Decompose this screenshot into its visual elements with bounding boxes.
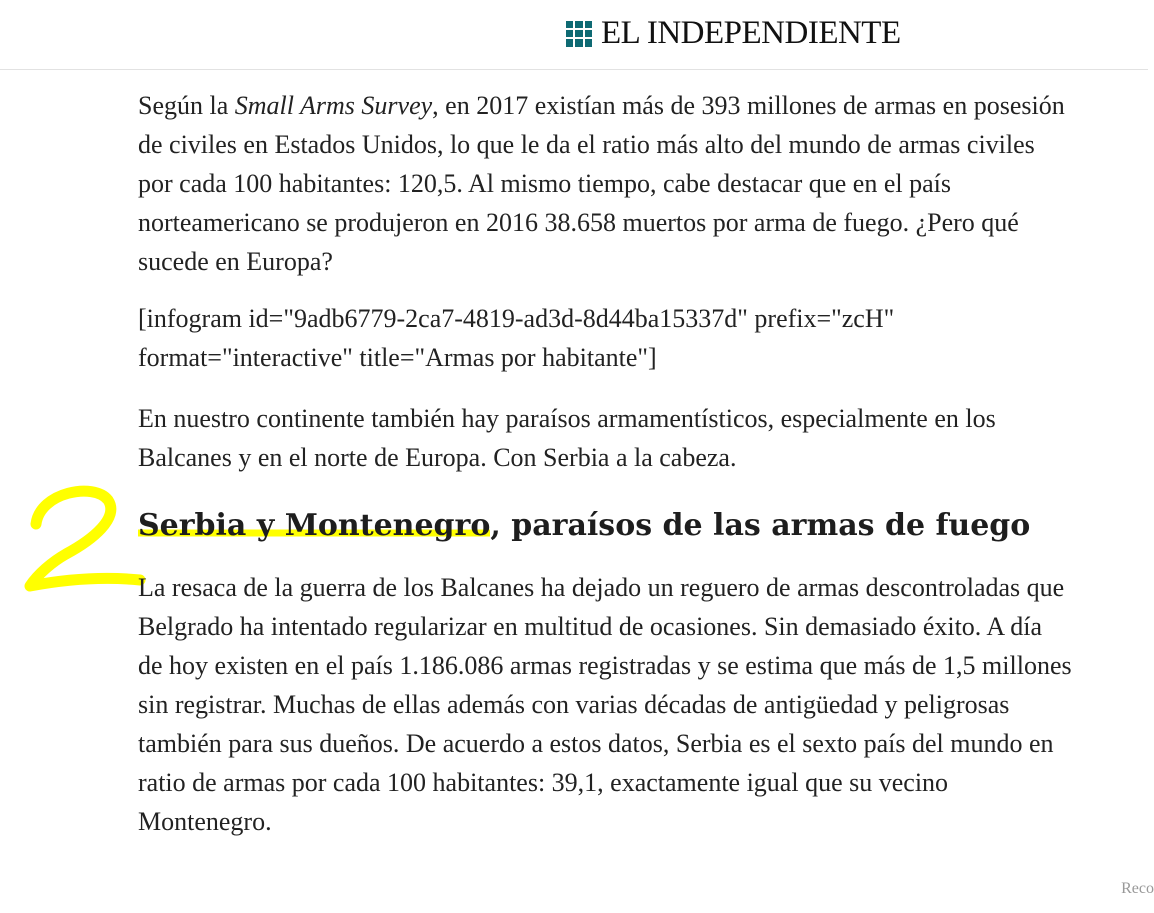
site-header (0, 0, 1148, 70)
paragraph-europe: En nuestro continente también hay paraísos armamentísticos, especialmente en los Balcanes y en el norte de Europa. Con Serbia a la cabeza. (138, 404, 996, 472)
paragraph-intro-rest: , en 2017 existían más de 393 millones de armas en posesión de civiles en Estados Unidos, lo que le da el ratio más alto del mundo de armas civiles por cada 100 habitantes: 120,5. Al mismo tiempo, cabe destacar que en el país norteamericano se produjeron en 2016 38.658 muertos por arma de fuego. ¿Pero qué sucede en Europa? (138, 91, 1065, 276)
section-heading (138, 504, 1073, 548)
article-body (138, 86, 1073, 841)
heading-text-rest: , paraísos de las armas de fuego (490, 508, 1031, 543)
source-name-small-arms-survey: Small Arms Survey (234, 91, 433, 120)
brand-name: EL INDEPENDIENTE (601, 15, 901, 51)
paragraph-intro-lead: Según la (138, 91, 235, 120)
highlighted-heading-text: Serbia y Montenegro (138, 508, 491, 543)
recommended-link-fragment[interactable]: Reco (1121, 880, 1154, 897)
infogram-shortcode: [infogram id="9adb6779-2ca7-4819-ad3d-8d44ba15337d" prefix="zcH" format="interactive" title="Armas por habitante"] (138, 304, 895, 372)
brand-logo-link[interactable] (566, 17, 901, 50)
paragraph-serbia: La resaca de la guerra de los Balcanes ha dejado un reguero de armas descontroladas que Belgrado ha intentado regularizar en multitud de ocasiones. Sin demasiado éxito. A día de hoy existen en el país 1.186.086 armas registradas y se estima que más de 1,5 millones sin registrar. Muchas de ellas además con varias décadas de antigüedad y peligrosas también para sus dueños. De acuerdo a estos datos, Serbia es el sexto país del mundo en ratio de armas por cada 100 habitantes: 39,1, exactamente igual que su vecino Montenegro. (138, 573, 1072, 836)
grid-logo-icon (566, 21, 592, 47)
handwritten-number-two-annotation (16, 478, 146, 598)
paragraph-intro (138, 86, 1073, 281)
